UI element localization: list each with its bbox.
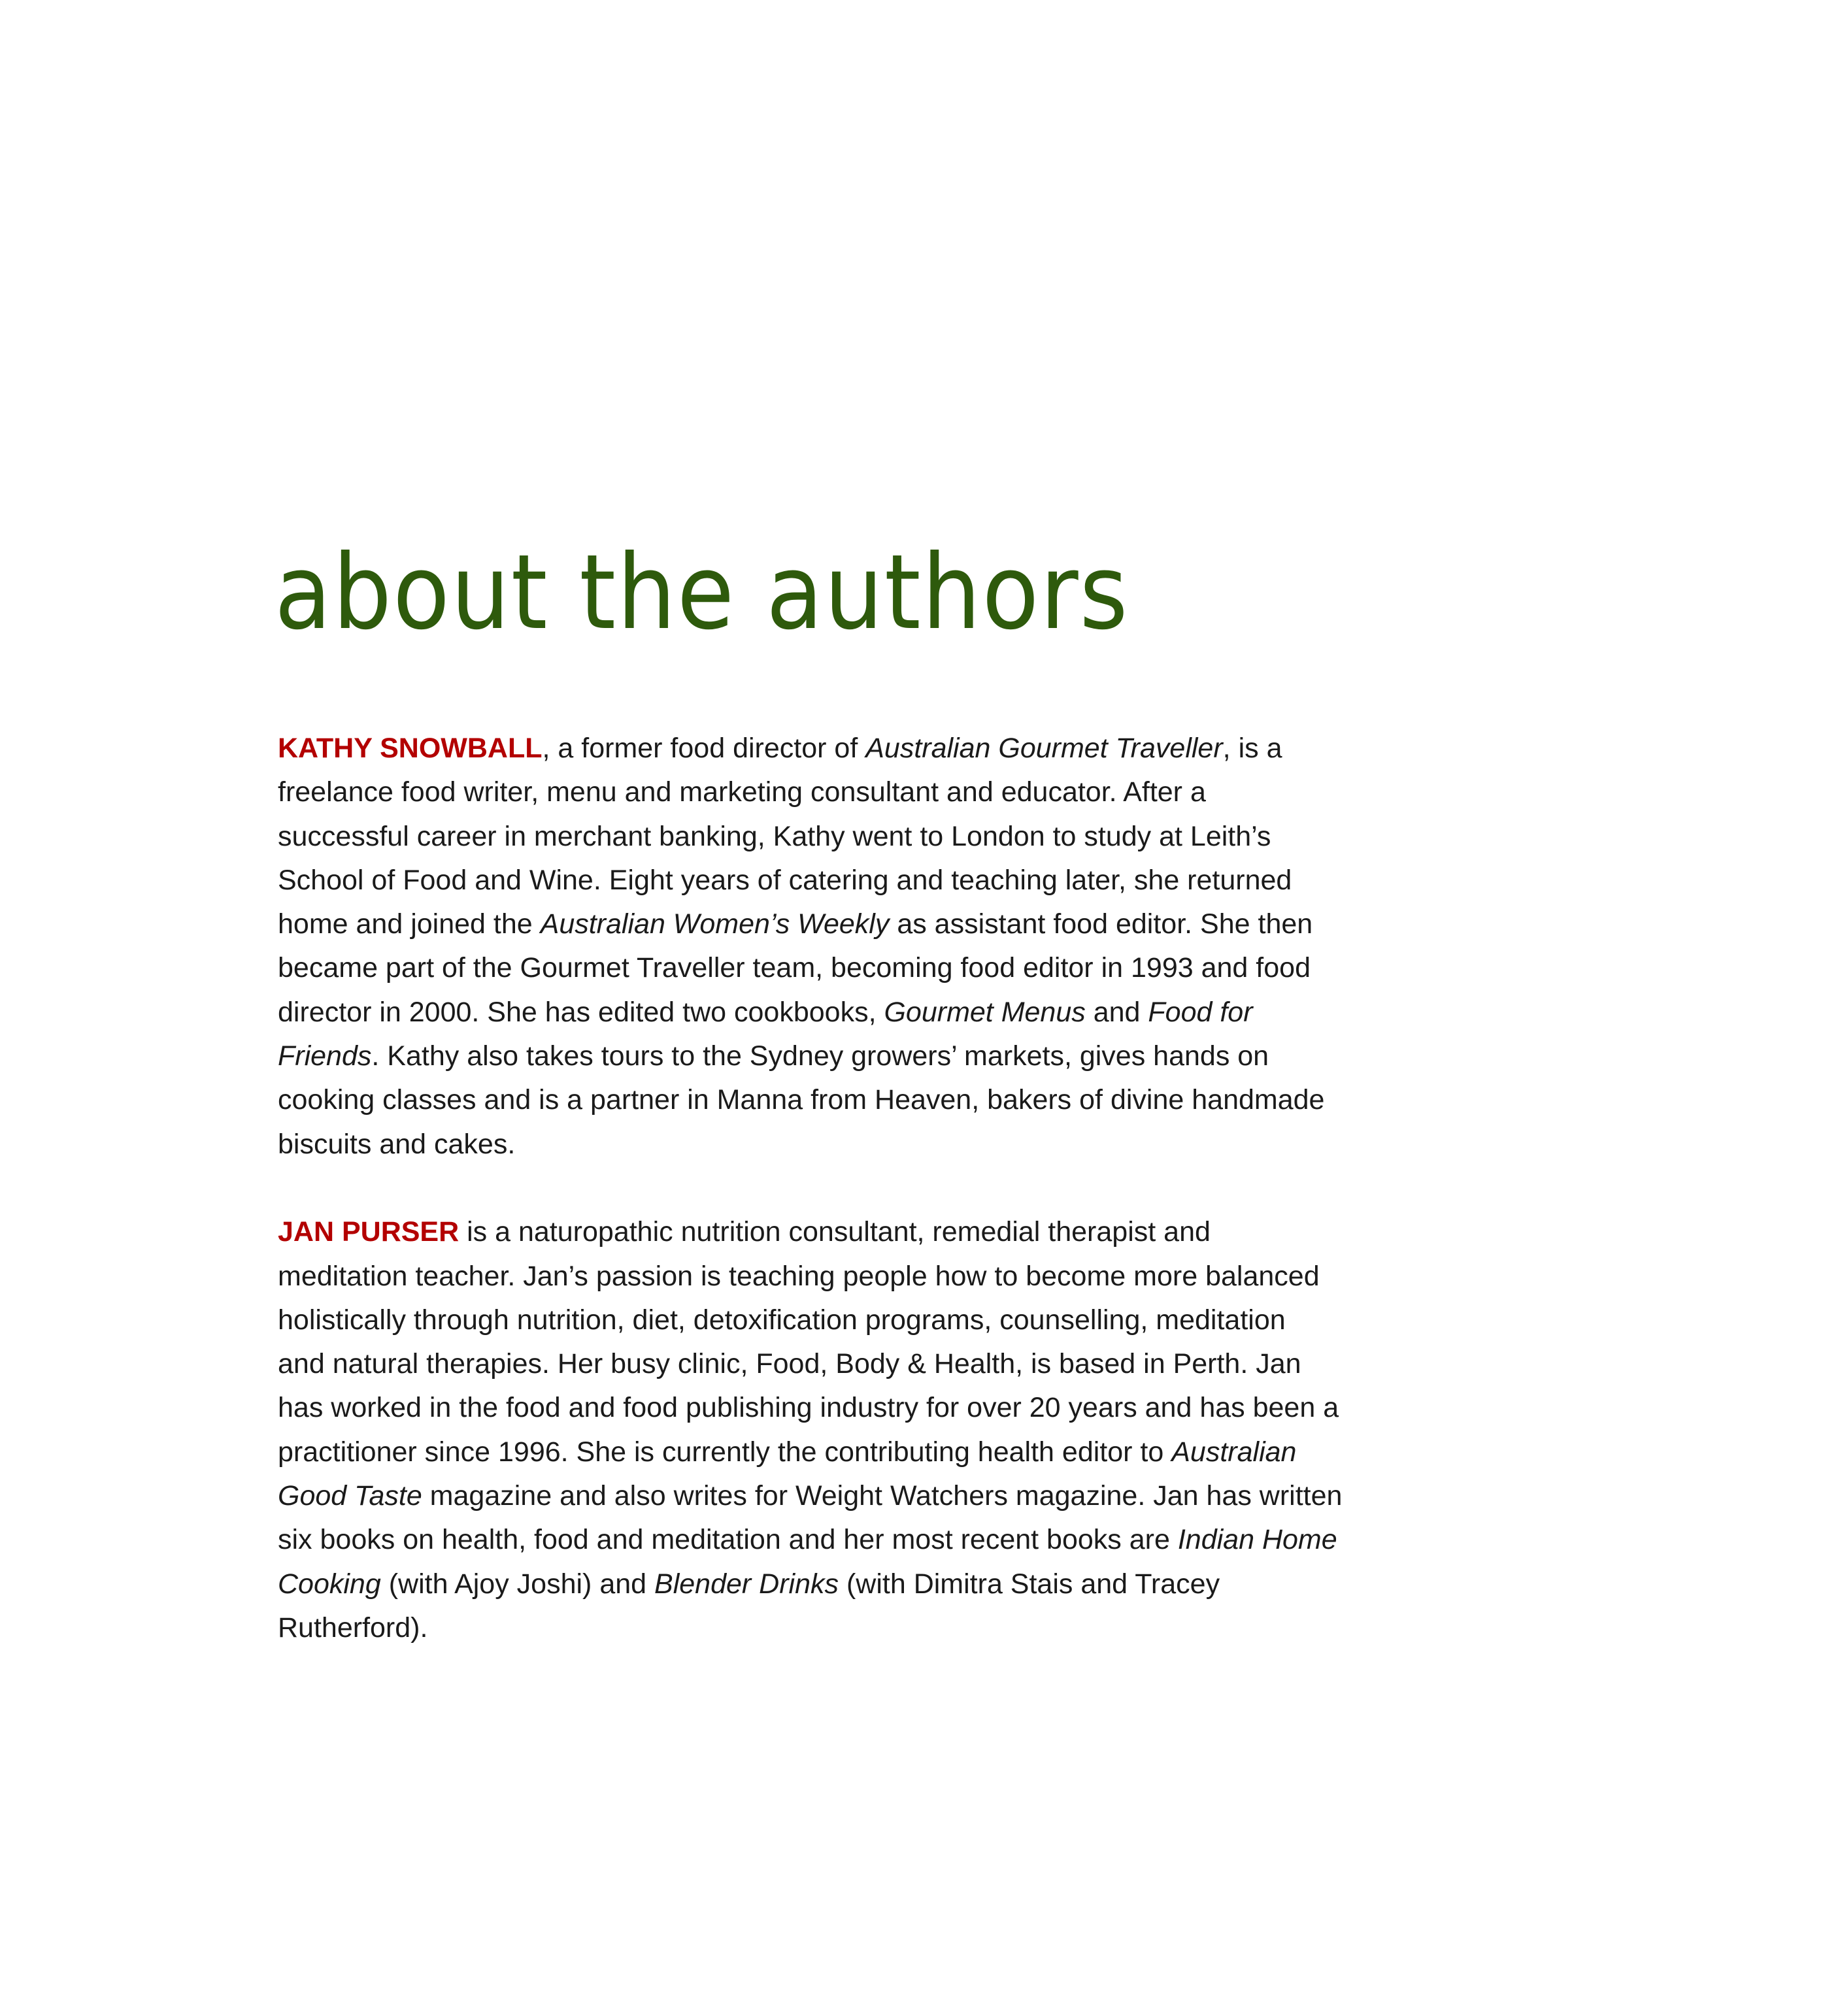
text-line <box>278 1078 1454 1122</box>
text-line <box>278 1034 1454 1078</box>
text-line <box>278 770 1454 814</box>
text-line <box>278 1606 1454 1650</box>
italic-title-text: Australian Women’s Weekly <box>540 908 890 940</box>
text-line <box>278 1342 1454 1386</box>
text-line <box>278 859 1454 902</box>
body-text: . Kathy also takes tours to the Sydney growers’ markets, gives hands on <box>371 1040 1269 1072</box>
body-text: freelance food writer, menu and marketing consultant and educator. After a <box>278 776 1206 808</box>
body-text: biscuits and cakes. <box>278 1128 516 1160</box>
text-line <box>278 1123 1454 1166</box>
body-text: successful career in merchant banking, Kathy went to London to study at Leith’s <box>278 820 1271 852</box>
body-text: holistically through nutrition, diet, detoxification programs, counselling, meditation <box>278 1304 1286 1336</box>
author-name: JAN PURSER <box>278 1216 460 1248</box>
text-line <box>278 1210 1454 1254</box>
italic-title-text: Australian Gourmet Traveller <box>865 733 1223 764</box>
author-bio-paragraph <box>278 1210 1454 1650</box>
text-line <box>278 902 1454 946</box>
italic-title-text: Cooking <box>278 1568 381 1600</box>
body-text: six books on health, food and meditation and her most recent books are <box>278 1524 1178 1556</box>
italic-title-text: Indian Home <box>1177 1524 1337 1556</box>
body-text: magazine and also writes for Weight Watchers magazine. Jan has written <box>422 1480 1343 1512</box>
author-name: KATHY SNOWBALL <box>278 733 543 764</box>
body-text: (with Dimitra Stais and Tracey <box>839 1568 1220 1600</box>
body-text: director in 2000. She has edited two cookbooks, <box>278 996 884 1028</box>
body-text: and <box>1085 996 1148 1028</box>
italic-title-text: Friends <box>278 1040 372 1072</box>
text-line <box>278 1386 1454 1430</box>
text-line <box>278 727 1454 770</box>
body-text: is a naturopathic nutrition consultant, remedial therapist and <box>459 1216 1211 1248</box>
body-text: practitioner since 1996. She is currently the contributing health editor to <box>278 1436 1172 1468</box>
italic-title-text: Australian <box>1171 1436 1297 1468</box>
text-line <box>278 1255 1454 1298</box>
page-title: about the authors <box>275 532 1129 653</box>
body-text: and natural therapies. Her busy clinic, Food, Body & Health, is based in Perth. Jan <box>278 1348 1301 1380</box>
italic-title-text: Good Taste <box>278 1480 422 1512</box>
text-line <box>278 1562 1454 1606</box>
body-text: cooking classes and is a partner in Manna from Heaven, bakers of divine handmade <box>278 1084 1325 1116</box>
text-line <box>278 946 1454 990</box>
body-text: , is a <box>1222 733 1282 764</box>
authors-bios <box>278 727 1454 1694</box>
italic-title-text: Gourmet Menus <box>884 996 1086 1028</box>
italic-title-text: Blender Drinks <box>654 1568 839 1600</box>
body-text: (with Ajoy Joshi) and <box>380 1568 655 1600</box>
text-line <box>278 1474 1454 1518</box>
text-line <box>278 1518 1454 1562</box>
author-bio-paragraph <box>278 727 1454 1166</box>
body-text: meditation teacher. Jan’s passion is teaching people how to become more balanced <box>278 1260 1320 1292</box>
body-text: has worked in the food and food publishing industry for over 20 years and has been a <box>278 1392 1339 1424</box>
text-line <box>278 1298 1454 1342</box>
italic-title-text: Food for <box>1148 996 1253 1028</box>
text-line <box>278 815 1454 859</box>
body-text: became part of the Gourmet Traveller team, becoming food editor in 1993 and food <box>278 952 1311 984</box>
body-text: , a former food director of <box>542 733 866 764</box>
text-line <box>278 991 1454 1034</box>
body-text: as assistant food editor. She then <box>889 908 1313 940</box>
body-text: home and joined the <box>278 908 541 940</box>
text-line <box>278 1430 1454 1474</box>
body-text: School of Food and Wine. Eight years of catering and teaching later, she returned <box>278 864 1292 896</box>
body-text: Rutherford). <box>278 1611 428 1644</box>
